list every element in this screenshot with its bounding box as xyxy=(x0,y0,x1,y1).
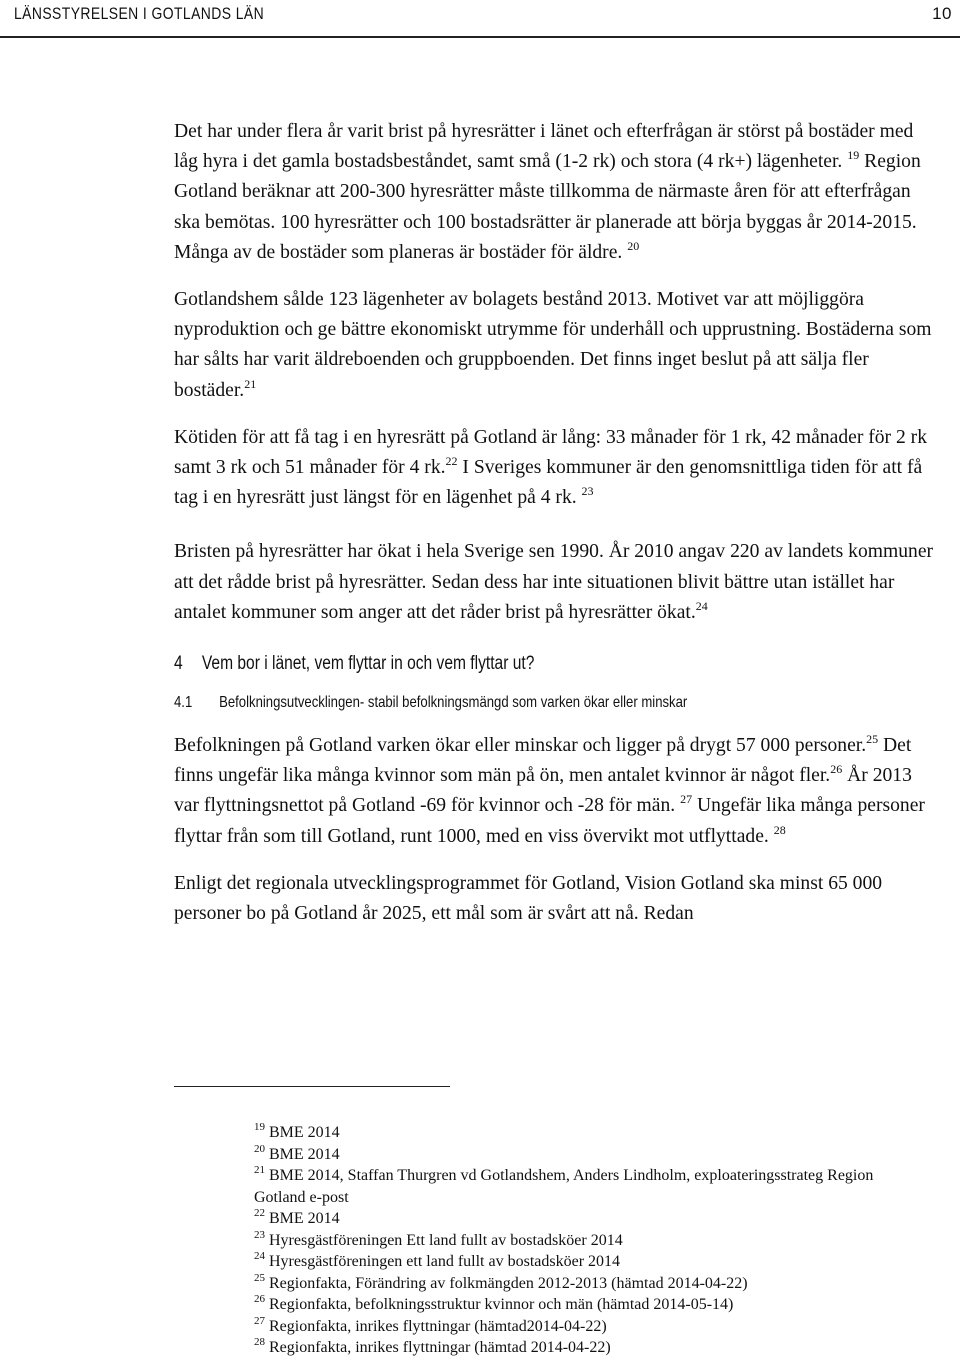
footnote-ref[interactable]: 19 xyxy=(847,148,860,163)
paragraph-population: Befolkningen på Gotland varken ökar eller minskar och ligger på drygt 57 000 personer.$^{25}$ Det finns ungefär lika många kvinnor som män på ön, men antalet kvinnor är något fler.$^{26}$ År 2013 var flyttningsnettot på Gotland -69 för kvinnor och -28 för män. $^{27}$ Ungefär lika många personer flyttar från som till Gotland, runt 1000, med en viss övervikt mot utflyttade. $^{28}$ xyxy=(174,732,925,847)
paragraph-national-shortage: Bristen på hyresrätter har ökat i hela Sverige sen 1990. År 2010 angav 220 av landets kommuner att det rådde brist på hyresrätter. Sedan dess har inte situationen blivit bättre utan istället har antalet kommuner som anger att det råder brist på hyresrätter ökat.$^{24}$ xyxy=(174,541,934,623)
footnote-ref[interactable]: 20 xyxy=(627,238,640,253)
subsection-number: 4.1 xyxy=(174,694,193,712)
footnote: $^{23}$ Hyresgästföreningen Ett land fullt av bostadsköer 2014 xyxy=(254,1228,623,1249)
footnote-ref[interactable]: 22 xyxy=(445,454,458,469)
footnote-ref[interactable]: 21 xyxy=(244,376,257,391)
footnote: $^{28}$ Regionfakta, inrikes flyttningar (hämtad 2014-04-22) xyxy=(254,1336,611,1356)
paragraph-housing-shortage: Det har under flera år varit brist på hyresrätter i länet och efterfrågan är störst på bostäder med låg hyra i det gamla bostadsbeståndet, samt små (1-2 rk) och stora (4 rk+) lägenheter. $^{19}$ Region Gotland beräknar att 200-300 hyresrätter måste tillkomma de närmaste åren för att efterfrågan ska bemötas. 100 hyresrätter och 100 bostadsrätter är planerade att börja byggas år 2014-2015. Många av de bostäder som planeras är bostäder för äldre. $^{20}$ xyxy=(174,121,921,263)
paragraph-queue-time: Kötiden för att få tag i en hyresrätt på Gotland är lång: 33 månader för 1 rk, 42 månader för 2 rk samt 3 rk och 51 månader för 4 rk.$^{22}$ I Sveriges kommuner är den genomsnittliga tiden för att få tag i en hyresrätt just längst för en lägenhet på 4 rk. $^{23}$ xyxy=(174,426,928,509)
section-heading xyxy=(174,651,797,677)
footnote: $^{20}$ BME 2014 xyxy=(254,1142,340,1163)
footnote: $^{26}$ Regionfakta, befolkningsstruktur kvinnor och män (hämtad 2014-05-14) xyxy=(254,1293,734,1313)
paragraph-gotlandshem: Gotlandshem sålde 123 lägenheter av bolagets bestånd 2013. Motivet var att möjliggöra nyproduktion och ge bättre ekonomiskt utrymme för underhåll och upprustning. Bostäderna som har sålts har varit äldreboenden och gruppboenden. Det finns inget beslut på att sälja fler bostäder.$^{21}$ xyxy=(174,289,932,401)
footnote: $^{19}$ BME 2014 xyxy=(254,1121,340,1141)
footnote-ref[interactable]: 25 xyxy=(866,732,879,747)
main-text xyxy=(174,117,934,946)
section-title: Vem bor i länet, vem flyttar in och vem flyttar ut? xyxy=(201,653,535,675)
footnotes xyxy=(254,1122,894,1359)
page-header xyxy=(0,0,960,38)
footnote-ref[interactable]: 26 xyxy=(830,762,843,777)
footnote: $^{27}$ Regionfakta, inrikes flyttningar (hämtad2014-04-22) xyxy=(254,1314,607,1335)
footnote-ref[interactable]: 23 xyxy=(581,484,594,499)
footnote: $^{21}$ BME 2014, Staffan Thurgren vd Gotlandshem, Anders Lindholm, exploateringsstrateg Region Gotland e-post xyxy=(254,1164,874,1206)
footnote: $^{25}$ Regionfakta, Förändring av folkmängden 2012-2013 (hämtad 2014-04-22) xyxy=(254,1271,748,1292)
footnote-ref[interactable]: 28 xyxy=(773,822,786,837)
page-number: 10 xyxy=(932,4,952,23)
paragraph-vision-gotland: Enligt det regionala utvecklingsprogrammet för Gotland, Vision Gotland ska minst 65 000 personer bo på Gotland år 2025, ett mål som är svårt att nå. Redan xyxy=(174,872,883,925)
footnote-separator xyxy=(174,1086,450,1087)
footnote-ref[interactable]: 24 xyxy=(695,598,708,613)
footnote-ref[interactable]: 27 xyxy=(680,792,693,807)
section-number: 4 xyxy=(174,653,183,675)
footnote: $^{22}$ BME 2014 xyxy=(254,1207,340,1227)
subsection-title: Befolkningsutvecklingen- stabil befolkningsmängd som varken ökar eller minskar xyxy=(219,694,688,712)
organization-name: LÄNSSTYRELSEN I GOTLANDS LÄN xyxy=(14,4,265,23)
subsection-heading xyxy=(174,691,797,715)
footnote: $^{24}$ Hyresgästföreningen ett land fullt av bostadsköer 2014 xyxy=(254,1250,621,1270)
